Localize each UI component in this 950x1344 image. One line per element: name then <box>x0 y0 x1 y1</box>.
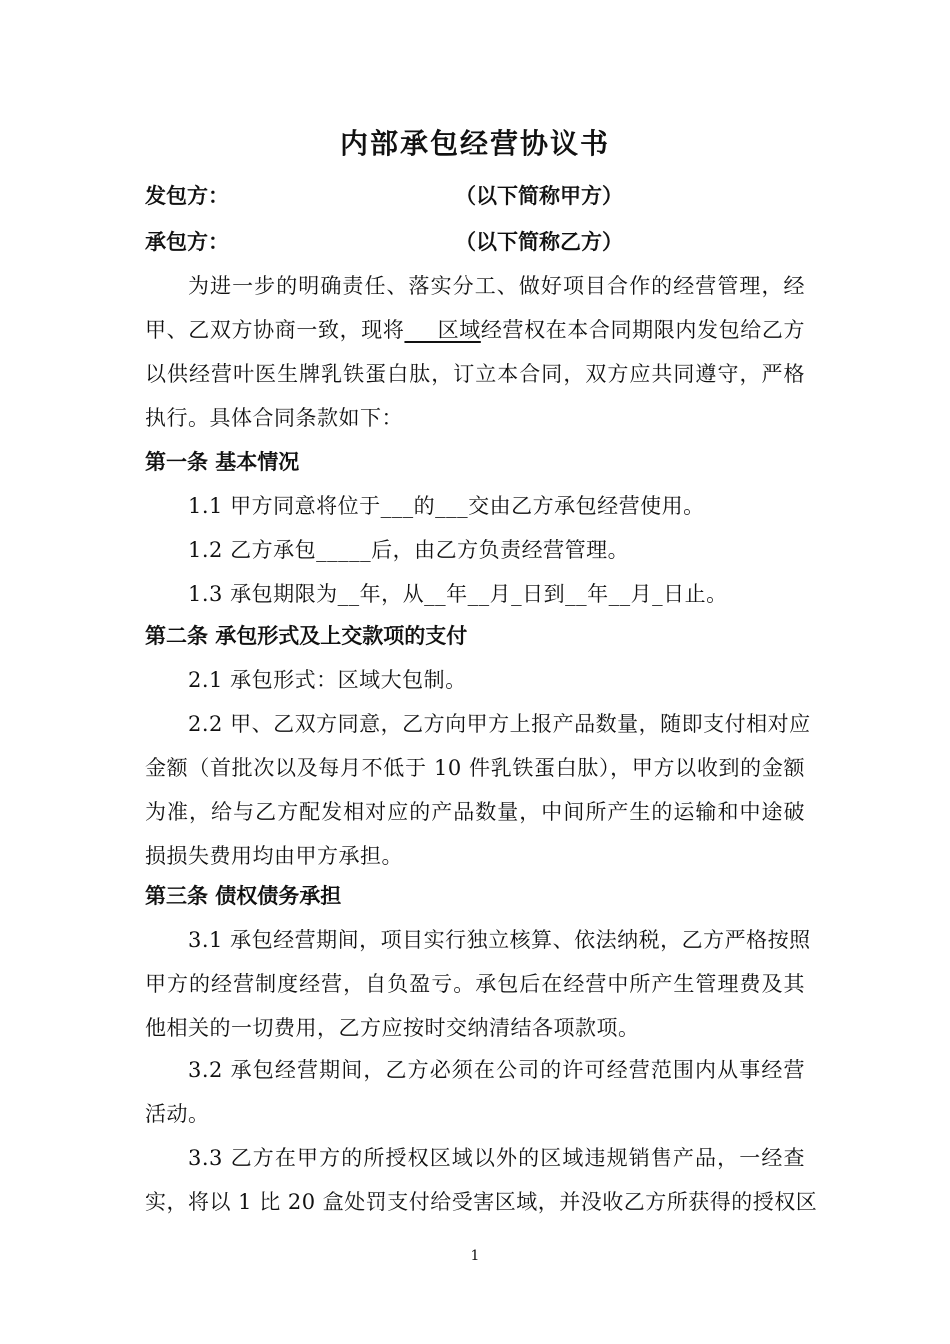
clause-1-3: 1.3 承包期限为__年，从__年__月_日到__年__月_日止。 <box>188 582 728 606</box>
party-b <box>145 226 623 256</box>
intro-line-2 <box>145 314 805 344</box>
article-2-heading: 第二条 承包形式及上交款项的支付 <box>145 623 468 648</box>
intro-line-1: 为进一步的明确责任、落实分工、做好项目合作的经营管理，经 <box>188 274 805 298</box>
clause-2-2-line-3: 为准，给与乙方配发相对应的产品数量，中间所产生的运输和中途破 <box>145 800 805 824</box>
intro-line-2-a: 甲、乙双方协商一致，现将 <box>145 318 405 342</box>
clause-2-2-line-1: 2.2 甲、乙双方同意，乙方向甲方上报产品数量，随即支付相对应 <box>188 712 811 736</box>
clause-1-1: 1.1 甲方同意将位于___的___交由乙方承包经营使用。 <box>188 494 705 518</box>
article-1-heading: 第一条 基本情况 <box>145 449 300 474</box>
clause-3-3-line-2: 实，将以 1 比 20 盒处罚支付给受害区域，并没收乙方所获得的授权区 <box>145 1190 818 1214</box>
intro-line-4: 执行。具体合同条款如下： <box>145 406 403 430</box>
clause-3-2-line-2: 活动。 <box>145 1102 210 1126</box>
clause-3-2-line-1: 3.2 承包经营期间，乙方必须在公司的许可经营范围内从事经营 <box>188 1058 805 1082</box>
document-title: 内部承包经营协议书 <box>339 127 610 160</box>
intro-line-2-b: 经营权在本合同期限内发包给乙方 <box>480 318 806 342</box>
party-b-label: 承包方： <box>145 229 229 254</box>
clause-3-1-line-2: 甲方的经营制度经营，自负盈亏。承包后在经营中所产生管理费及其 <box>145 972 805 996</box>
intro-line-3: 以供经营叶医生牌乳铁蛋白肽，订立本合同，双方应共同遵守，严格 <box>145 362 805 386</box>
region-blank: ___区域 <box>404 318 481 342</box>
party-a-label: 发包方： <box>145 183 229 208</box>
clause-2-2-line-2: 金额（首批次以及每月不低于 10 件乳铁蛋白肽），甲方以收到的金额 <box>145 756 805 780</box>
party-a <box>145 180 623 210</box>
clause-2-2-line-4: 损损失费用均由甲方承担。 <box>145 844 403 868</box>
clause-1-2: 1.2 乙方承包_____后，由乙方负责经营管理。 <box>188 538 630 562</box>
clause-3-1-line-3: 他相关的一切费用，乙方应按时交纳清结各项款项。 <box>145 1016 640 1040</box>
party-a-note: （以下简称甲方） <box>455 183 623 208</box>
clause-3-3-line-1: 3.3 乙方在甲方的所授权区域以外的区域违规销售产品，一经查 <box>188 1146 805 1170</box>
clause-2-1: 2.1 承包形式：区域大包制。 <box>188 668 467 692</box>
clause-3-1-line-1: 3.1 承包经营期间，项目实行独立核算、依法纳税，乙方严格按照 <box>188 928 811 952</box>
article-3-heading: 第三条 债权债务承担 <box>145 883 342 908</box>
party-b-note: （以下简称乙方） <box>455 229 623 254</box>
page-number: 1 <box>470 1248 480 1264</box>
